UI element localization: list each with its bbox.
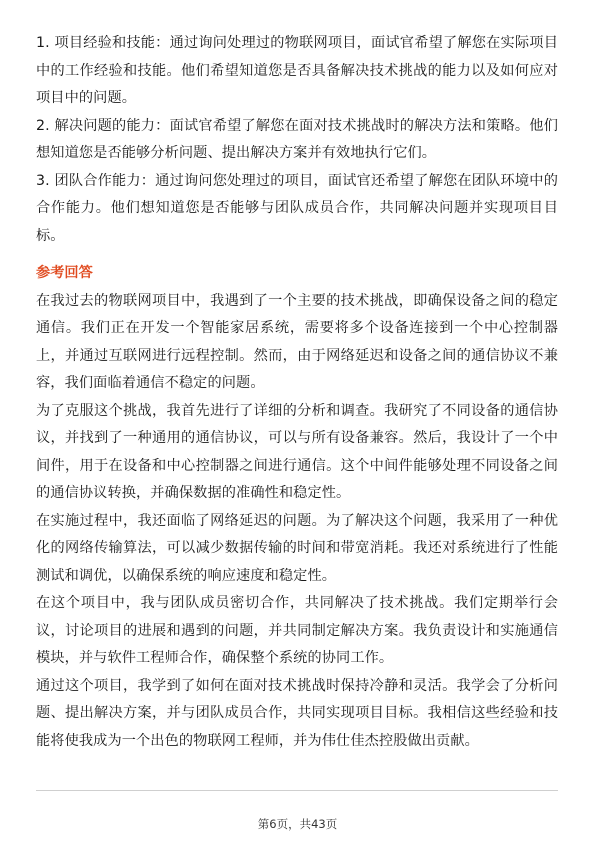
- answer-paragraph-5: 通过这个项目，我学到了如何在面对技术挑战时保持冷静和灵活。我学会了分析问题、提出解决方案，并与团队成员合作，共同实现项目目标。我相信这些经验和技能将使我成为一个出色的物联网工程师，并为伟仕佳杰控股做出贡献。: [36, 677, 558, 749]
- page-number: 第6页，共43页: [257, 817, 338, 831]
- document-body: [36, 30, 558, 755]
- answer-paragraph-4: 在这个项目中，我与团队成员密切合作，共同解决了技术挑战。我们定期举行会议，讨论项目的进展和遇到的问题，并共同制定解决方案。我负责设计和实施通信模块，并与软件工程师合作，确保整个系统的协同工作。: [36, 595, 558, 666]
- footer-divider: [36, 790, 558, 791]
- answer-paragraph-3: 在实施过程中，我还面临了网络延迟的问题。为了解决这个问题，我采用了一种优化的网络传输算法，可以减少数据传输的时间和带宽消耗。我还对系统进行了性能测试和调优，以确保系统的响应速度和稳定性。: [36, 512, 558, 584]
- answer-paragraph-1: 在我过去的物联网项目中，我遇到了一个主要的技术挑战，即确保设备之间的稳定通信。我们正在开发一个智能家居系统，需要将多个设备连接到一个中心控制器上，并通过互联网进行远程控制。然而，由于网络延迟和设备之间的通信协议不兼容，我们面临着通信不稳定的问题。: [36, 292, 558, 391]
- question-item-3: 3. 团队合作能力：通过询问您处理过的项目，面试官还希望了解您在团队环境中的合作能力。他们想知道您是否能够与团队成员合作，共同解决问题并实现项目目标。: [36, 172, 558, 244]
- answer-section-title: 参考回答: [36, 265, 93, 281]
- question-item-1: 1. 项目经验和技能：通过询问处理过的物联网项目，面试官希望了解您在实际项目中的工作经验和技能。他们希望知道您是否具备解决技术挑战的能力以及如何应对项目中的问题。: [36, 35, 558, 106]
- question-item-2: 2. 解决问题的能力：面试官希望了解您在面对技术挑战时的解决方法和策略。他们想知道您是否能够分析问题、提出解决方案并有效地执行它们。: [36, 117, 558, 161]
- answer-paragraph-2: 为了克服这个挑战，我首先进行了详细的分析和调查。我研究了不同设备的通信协议，并找到了一种通用的通信协议，可以与所有设备兼容。然后，我设计了一个中间件，用于在设备和中心控制器之间进行通信。这个中间件能够处理不同设备之间的通信协议转换，并确保数据的准确性和稳定性。: [36, 402, 558, 501]
